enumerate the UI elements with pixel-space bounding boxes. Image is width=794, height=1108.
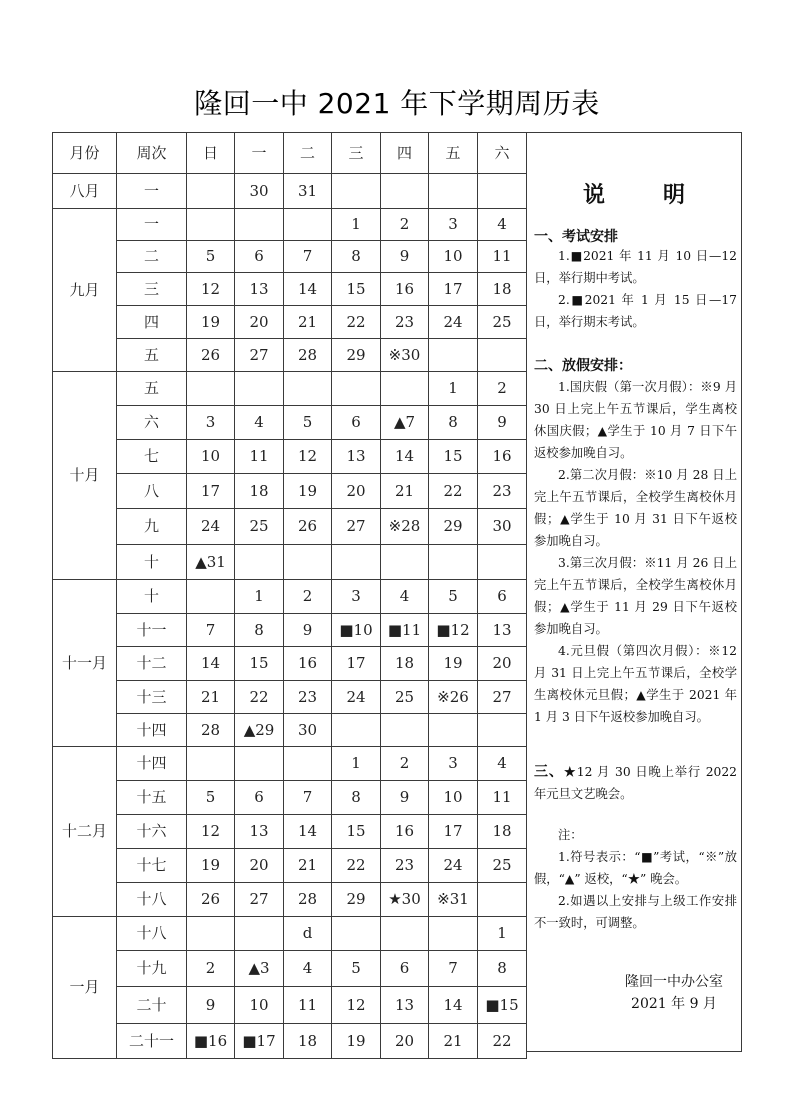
day-cell: 13 [332, 440, 381, 474]
day-cell: ※28 [381, 509, 429, 545]
day-cell [478, 545, 527, 580]
day-cell [381, 714, 429, 747]
day-cell: 13 [235, 273, 284, 306]
day-cell: 16 [284, 647, 332, 681]
day-cell [332, 917, 381, 951]
day-cell: 2 [381, 209, 429, 241]
day-cell: 22 [478, 1024, 527, 1059]
column-header: 一 [235, 133, 284, 174]
day-cell: 20 [381, 1024, 429, 1059]
day-cell: 24 [429, 849, 478, 883]
column-header: 五 [429, 133, 478, 174]
column-header: 四 [381, 133, 429, 174]
day-cell: ■17 [235, 1024, 284, 1059]
exam-item-1: 1.■2021 年 11 月 10 日—12 日，举行期中考试。 [534, 249, 737, 285]
month-cell: 十一月 [53, 580, 117, 747]
day-cell: 3 [187, 406, 235, 440]
week-row [53, 714, 527, 747]
day-cell [429, 339, 478, 372]
day-cell: 29 [429, 509, 478, 545]
day-cell: 4 [381, 580, 429, 614]
day-cell: 7 [187, 614, 235, 647]
day-cell: ※30 [381, 339, 429, 372]
week-number-cell: 二 [117, 241, 187, 273]
day-cell: ■16 [187, 1024, 235, 1059]
week-row [53, 614, 527, 647]
day-cell: 23 [381, 306, 429, 339]
day-cell: ★30 [381, 883, 429, 917]
day-cell: 25 [381, 681, 429, 714]
week-row [53, 917, 527, 951]
day-cell: 9 [381, 241, 429, 273]
day-cell: 23 [381, 849, 429, 883]
day-cell [381, 372, 429, 406]
day-cell: 24 [332, 681, 381, 714]
remark-item-2: 2.如遇以上安排与上级工作安排不一致时，可调整。 [534, 894, 737, 930]
day-cell [235, 209, 284, 241]
day-cell [478, 714, 527, 747]
day-cell: 18 [235, 474, 284, 509]
day-cell [332, 174, 381, 209]
day-cell [187, 917, 235, 951]
day-cell: 5 [187, 781, 235, 815]
week-row [53, 372, 527, 406]
day-cell [187, 372, 235, 406]
day-cell [235, 917, 284, 951]
day-cell: 2 [187, 951, 235, 987]
week-number-cell: 六 [117, 406, 187, 440]
day-cell: 20 [332, 474, 381, 509]
day-cell: 9 [478, 406, 527, 440]
day-cell: 19 [187, 306, 235, 339]
day-cell: 18 [284, 1024, 332, 1059]
day-cell: 20 [478, 647, 527, 681]
week-number-cell: 五 [117, 372, 187, 406]
day-cell: 11 [478, 241, 527, 273]
column-header: 月份 [53, 133, 117, 174]
week-row [53, 241, 527, 273]
day-cell: 8 [235, 614, 284, 647]
day-cell: 22 [429, 474, 478, 509]
signature-date: 2021 年 9 月 [631, 996, 717, 1012]
week-row [53, 815, 527, 849]
page-title: 隆回一中 2021 年下学期周历表 [194, 87, 600, 120]
week-row [53, 406, 527, 440]
day-cell [235, 372, 284, 406]
month-cell: 一月 [53, 917, 117, 1059]
week-row [53, 849, 527, 883]
day-cell [429, 714, 478, 747]
day-cell: 13 [478, 614, 527, 647]
day-cell: 10 [187, 440, 235, 474]
day-cell: 25 [478, 306, 527, 339]
week-number-cell: 二十一 [117, 1024, 187, 1059]
day-cell: 6 [381, 951, 429, 987]
week-number-cell: 一 [117, 174, 187, 209]
gala-section-heading: 三、 [534, 764, 564, 780]
day-cell: d [284, 917, 332, 951]
week-number-cell: 五 [117, 339, 187, 372]
notes-panel [526, 132, 742, 1052]
day-cell: 27 [478, 681, 527, 714]
week-row [53, 273, 527, 306]
week-number-cell: 二十 [117, 987, 187, 1024]
day-cell: ▲29 [235, 714, 284, 747]
day-cell [381, 917, 429, 951]
day-cell: 16 [478, 440, 527, 474]
week-number-cell: 十七 [117, 849, 187, 883]
day-cell: 11 [235, 440, 284, 474]
day-cell: ▲31 [187, 545, 235, 580]
day-cell: 7 [284, 241, 332, 273]
day-cell: 7 [284, 781, 332, 815]
holiday-item-1: 1.国庆假（第一次月假）：※9 月 30 日上完上午五节课后，学生离校休国庆假；▲学生于 10 月 7 日下午返校参加晚自习。 [534, 380, 737, 460]
day-cell: 6 [235, 781, 284, 815]
day-cell: 30 [235, 174, 284, 209]
column-header: 周次 [117, 133, 187, 174]
day-cell: 20 [235, 306, 284, 339]
week-calendar-table [52, 132, 527, 1059]
day-cell: 12 [284, 440, 332, 474]
week-number-cell: 十二 [117, 647, 187, 681]
day-cell: 4 [478, 209, 527, 241]
week-number-cell: 十八 [117, 883, 187, 917]
day-cell: ■10 [332, 614, 381, 647]
day-cell: 28 [284, 883, 332, 917]
day-cell: 17 [332, 647, 381, 681]
day-cell: 3 [429, 209, 478, 241]
day-cell: 16 [381, 815, 429, 849]
week-row [53, 440, 527, 474]
day-cell [478, 883, 527, 917]
day-cell: 22 [332, 306, 381, 339]
day-cell: 14 [381, 440, 429, 474]
day-cell: 5 [187, 241, 235, 273]
day-cell [187, 747, 235, 781]
notes-title: 说 明 [582, 183, 703, 208]
week-number-cell: 四 [117, 306, 187, 339]
day-cell [187, 580, 235, 614]
day-cell: 13 [235, 815, 284, 849]
header-row [53, 133, 527, 174]
day-cell: 6 [332, 406, 381, 440]
week-row [53, 1024, 527, 1059]
week-row [53, 474, 527, 509]
day-cell [284, 545, 332, 580]
exam-section-heading: 一、考试安排 [534, 229, 618, 245]
month-cell: 九月 [53, 209, 117, 372]
week-number-cell: 十八 [117, 917, 187, 951]
day-cell [235, 747, 284, 781]
day-cell: 19 [332, 1024, 381, 1059]
day-cell: 4 [478, 747, 527, 781]
week-number-cell: 八 [117, 474, 187, 509]
week-row [53, 580, 527, 614]
day-cell: 15 [429, 440, 478, 474]
week-number-cell: 一 [117, 209, 187, 241]
day-cell: 8 [332, 241, 381, 273]
day-cell: 6 [235, 241, 284, 273]
day-cell: 21 [284, 306, 332, 339]
day-cell: 27 [332, 509, 381, 545]
month-cell: 十月 [53, 372, 117, 580]
week-number-cell: 九 [117, 509, 187, 545]
day-cell: 10 [429, 781, 478, 815]
week-number-cell: 十四 [117, 714, 187, 747]
week-row [53, 781, 527, 815]
day-cell [429, 174, 478, 209]
day-cell: 27 [235, 339, 284, 372]
week-row [53, 209, 527, 241]
day-cell: 8 [478, 951, 527, 987]
holiday-section-heading: 二、放假安排： [534, 358, 632, 374]
day-cell: ▲3 [235, 951, 284, 987]
holiday-item-2: 2.第二次月假：※10 月 28 日上完上午五节课后，全校学生离校休月假；▲学生于 10 月 31 日下午返校参加晚自习。 [534, 468, 737, 548]
week-number-cell: 七 [117, 440, 187, 474]
day-cell: 27 [235, 883, 284, 917]
day-cell [478, 174, 527, 209]
day-cell [187, 174, 235, 209]
column-header: 三 [332, 133, 381, 174]
month-cell: 八月 [53, 174, 117, 209]
day-cell [187, 209, 235, 241]
column-header: 二 [284, 133, 332, 174]
gala-section [534, 761, 737, 805]
day-cell: 5 [332, 951, 381, 987]
day-cell: 1 [332, 209, 381, 241]
day-cell: 17 [187, 474, 235, 509]
week-row [53, 339, 527, 372]
day-cell: 4 [284, 951, 332, 987]
day-cell: 20 [235, 849, 284, 883]
week-row [53, 747, 527, 781]
day-cell: 23 [284, 681, 332, 714]
week-row [53, 509, 527, 545]
day-cell: 18 [478, 273, 527, 306]
day-cell: 22 [332, 849, 381, 883]
week-number-cell: 十六 [117, 815, 187, 849]
week-number-cell: 十四 [117, 747, 187, 781]
day-cell [332, 372, 381, 406]
day-cell: ■12 [429, 614, 478, 647]
day-cell: 21 [187, 681, 235, 714]
day-cell: 21 [381, 474, 429, 509]
week-number-cell: 十 [117, 580, 187, 614]
holiday-item-4: 4.元旦假（第四次月假）：※12 月 31 日上完上午五节课后，全校学生离校休元旦假；▲学生于 2021 年 1 月 3 日下午返校参加晚自习。 [534, 644, 737, 724]
week-number-cell: 十 [117, 545, 187, 580]
day-cell [332, 545, 381, 580]
day-cell: 8 [332, 781, 381, 815]
day-cell: 9 [381, 781, 429, 815]
day-cell: 3 [429, 747, 478, 781]
month-cell: 十二月 [53, 747, 117, 917]
signature-block [625, 971, 723, 1015]
day-cell: 11 [478, 781, 527, 815]
day-cell: 8 [429, 406, 478, 440]
day-cell: 15 [332, 815, 381, 849]
day-cell: 9 [284, 614, 332, 647]
week-row [53, 306, 527, 339]
holiday-item-3: 3.第三次月假：※11 月 26 日上完上午五节课后，全校学生离校休月假；▲学生于 11 月 29 日下午返校参加晚自习。 [534, 556, 737, 636]
day-cell: 26 [187, 339, 235, 372]
day-cell: 30 [284, 714, 332, 747]
day-cell: 26 [284, 509, 332, 545]
day-cell: 14 [187, 647, 235, 681]
day-cell: 6 [478, 580, 527, 614]
column-header: 六 [478, 133, 527, 174]
day-cell: ▲7 [381, 406, 429, 440]
day-cell: 17 [429, 273, 478, 306]
day-cell: 9 [187, 987, 235, 1024]
day-cell: 23 [478, 474, 527, 509]
day-cell: 13 [381, 987, 429, 1024]
day-cell: ■11 [381, 614, 429, 647]
day-cell [381, 174, 429, 209]
day-cell: 18 [381, 647, 429, 681]
week-number-cell: 三 [117, 273, 187, 306]
day-cell: ■15 [478, 987, 527, 1024]
day-cell: 28 [187, 714, 235, 747]
day-cell: 31 [284, 174, 332, 209]
day-cell: 24 [187, 509, 235, 545]
remark-item-1: 1.符号表示：“■”考试，“※”放假，“▲” 返校，“★” 晚会。 [534, 850, 737, 886]
week-number-cell: 十九 [117, 951, 187, 987]
week-row [53, 883, 527, 917]
day-cell: 3 [332, 580, 381, 614]
day-cell: 30 [478, 509, 527, 545]
day-cell: 25 [235, 509, 284, 545]
day-cell [284, 209, 332, 241]
day-cell: 15 [235, 647, 284, 681]
day-cell: 19 [284, 474, 332, 509]
day-cell: 26 [187, 883, 235, 917]
day-cell: 15 [332, 273, 381, 306]
day-cell: 22 [235, 681, 284, 714]
gala-section-text: ★12 月 30 日晚上举行 2022 年元旦文艺晚会。 [534, 765, 738, 801]
day-cell: 5 [429, 580, 478, 614]
day-cell: 19 [187, 849, 235, 883]
signature-office: 隆回一中办公室 [625, 974, 723, 990]
day-cell: 11 [284, 987, 332, 1024]
day-cell [381, 545, 429, 580]
day-cell: 4 [235, 406, 284, 440]
day-cell [478, 339, 527, 372]
day-cell: 12 [187, 273, 235, 306]
week-number-cell: 十五 [117, 781, 187, 815]
day-cell: 14 [429, 987, 478, 1024]
day-cell: 1 [235, 580, 284, 614]
day-cell: 21 [284, 849, 332, 883]
day-cell: 24 [429, 306, 478, 339]
day-cell: 10 [429, 241, 478, 273]
week-row [53, 545, 527, 580]
day-cell: 10 [235, 987, 284, 1024]
week-row [53, 647, 527, 681]
week-row [53, 987, 527, 1024]
day-cell: 25 [478, 849, 527, 883]
day-cell: 5 [284, 406, 332, 440]
week-row [53, 951, 527, 987]
day-cell [284, 747, 332, 781]
day-cell [429, 545, 478, 580]
day-cell: 12 [332, 987, 381, 1024]
day-cell: 21 [429, 1024, 478, 1059]
day-cell: 29 [332, 339, 381, 372]
day-cell: 29 [332, 883, 381, 917]
day-cell: ※26 [429, 681, 478, 714]
day-cell: 17 [429, 815, 478, 849]
week-number-cell: 十一 [117, 614, 187, 647]
day-cell: 1 [332, 747, 381, 781]
day-cell: 19 [429, 647, 478, 681]
day-cell: 28 [284, 339, 332, 372]
day-cell: 12 [187, 815, 235, 849]
day-cell: 1 [429, 372, 478, 406]
day-cell [429, 917, 478, 951]
day-cell: 2 [478, 372, 527, 406]
day-cell: 1 [478, 917, 527, 951]
week-number-cell: 十三 [117, 681, 187, 714]
column-header: 日 [187, 133, 235, 174]
day-cell [284, 372, 332, 406]
remark-label: 注： [558, 828, 583, 842]
day-cell [332, 714, 381, 747]
day-cell: 16 [381, 273, 429, 306]
day-cell [235, 545, 284, 580]
day-cell: 18 [478, 815, 527, 849]
day-cell: 14 [284, 815, 332, 849]
exam-item-2: 2.■2021 年 1 月 15 日—17 日，举行期末考试。 [534, 293, 737, 329]
day-cell: 2 [381, 747, 429, 781]
day-cell: 2 [284, 580, 332, 614]
day-cell: 7 [429, 951, 478, 987]
day-cell: 14 [284, 273, 332, 306]
day-cell: ※31 [429, 883, 478, 917]
week-row [53, 174, 527, 209]
week-row [53, 681, 527, 714]
